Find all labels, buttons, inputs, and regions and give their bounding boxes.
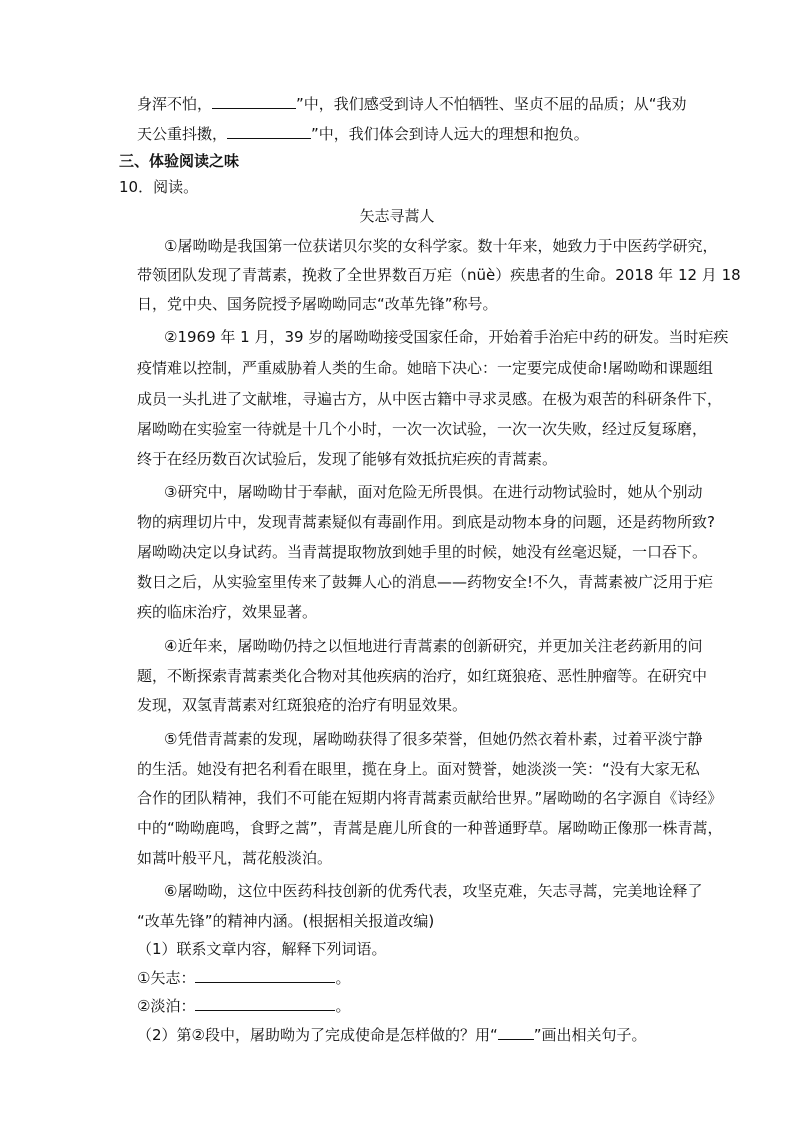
p3-line-4: 数日之后，从实验室里传来了鼓舞人心的消息——药物安全!不久，青蒿素被广泛用于疟 <box>137 573 714 591</box>
p3-line-2: 物的病理切片中，发现青蒿素疑似有毒副作用。到底是动物本身的问题，还是药物所致? <box>137 513 715 531</box>
fill-line-1-suffix: ”中，我们感受到诗人不怕牺牲、坚贞不屈的品质；从“我劝 <box>296 95 687 113</box>
p3-line-1: ③研究中，屠呦呦甘于奉献，面对危险无所畏惧。在进行动物试验时，她从个别动 <box>164 483 703 501</box>
p5-line-3: 合作的团队精神，我们不可能在短期内将青蒿素贡献给世界。”屠呦呦的名字源自《诗经》 <box>137 789 723 807</box>
p2-line-5: 终于在经历数百次试验后，发现了能够有效抵抗疟疾的青蒿素。 <box>137 450 558 468</box>
subquestion-2-text-a: （2）第②段中，屠助呦为了完成使命是怎样做的？用“ <box>137 1026 498 1044</box>
answer-blank-shizhi[interactable] <box>195 968 335 983</box>
answer-blank-1[interactable] <box>212 94 296 109</box>
subquestion-1-prompt: （1）联系文章内容，解释下列词语。 <box>137 940 387 958</box>
p1-line-2: 带领团队发现了青蒿素，挽救了全世界数百万疟（nüè）疾患者的生命。2018 年 12 月 18 <box>137 266 741 284</box>
question-number: 10．阅读。 <box>119 178 199 196</box>
p2-line-1: ②1969 年 1 月，39 岁的屠呦呦接受国家任命，开始着手治疟中药的研发。当时疟疾 <box>164 328 729 346</box>
p4-line-3: 发现，双氢青蒿素对红斑狼疮的治疗有明显效果。 <box>137 696 468 714</box>
section-heading: 三、体验阅读之味 <box>119 152 240 170</box>
fill-line-2-suffix: ”中，我们体会到诗人远大的理想和抱负。 <box>311 125 589 143</box>
p5-line-1: ⑤凭借青蒿素的发现，屠呦呦获得了很多荣誉，但她仍然衣着朴素，过着平淡宁静 <box>164 730 703 748</box>
p4-line-1: ④近年来，屠呦呦仍持之以恒地进行青蒿素的创新研究，并更加关注老药新用的问 <box>164 637 703 655</box>
p3-line-3: 屠呦呦决定以身试药。当青蒿提取物放到她手里的时候，她没有丝毫迟疑，一口吞下。 <box>137 543 708 561</box>
subquestion-2-text-b: ”画出相关句子。 <box>533 1026 647 1044</box>
article-title: 矢志寻蒿人 <box>359 207 435 225</box>
p5-line-5: 如蒿叶般平凡，蒿花般淡泊。 <box>137 849 333 867</box>
p1-line-3: 日，党中央、国务院授予屠呦呦同志“改革先锋”称号。 <box>137 295 498 313</box>
p3-line-5: 疾的临床治疗，效果显著。 <box>137 603 318 621</box>
underline-sample <box>498 1025 534 1040</box>
p4-line-2: 题，不断探索青蒿素类化合物对其他疾病的治疗，如红斑狼疮、恶性肿瘤等。在研究中 <box>137 667 708 685</box>
answer-blank-2[interactable] <box>227 124 311 139</box>
fill-line-1 <box>137 94 687 114</box>
answer-blank-danbo[interactable] <box>195 996 335 1011</box>
p6-line-1: ⑥屠呦呦，这位中医药科技创新的优秀代表，攻坚克难，矢志寻蒿，完美地诠释了 <box>164 882 703 900</box>
p2-line-4: 屠呦呦在实验室一待就是十几个小时，一次一次试验，一次一次失败，经过反复琢磨， <box>137 420 708 438</box>
item-1-end: 。 <box>335 969 351 987</box>
subquestion-1-item-1 <box>137 968 350 988</box>
p6-line-2: “改革先锋”的精神内涵。(根据相关报道改编) <box>137 912 435 930</box>
subquestion-2 <box>137 1025 647 1045</box>
p5-line-2: 的生活。她没有把名利看在眼里，揽在身上。面对赞誉，她淡淡一笑：“没有大家无私 <box>137 760 700 778</box>
p1-line-1: ①屠呦呦是我国第一位获诺贝尔奖的女科学家。数十年来，她致力于中医药学研究， <box>164 237 718 255</box>
item-2-end: 。 <box>335 997 351 1015</box>
p2-line-2: 疫情难以控制，严重威胁着人类的生命。她暗下决心：一定要完成使命!屠呦呦和课题组 <box>137 359 714 377</box>
p2-line-3: 成员一头扎进了文献堆，寻遍古方，从中医古籍中寻求灵感。在极为艰苦的科研条件下， <box>137 390 723 408</box>
p5-line-4: 中的“呦呦鹿鸣，食野之蒿”，青蒿是鹿儿所食的一种普通野草。屠呦呦正像那一株青蒿， <box>137 819 723 837</box>
item-1-label: ①矢志： <box>137 969 196 987</box>
subquestion-1-item-2 <box>137 996 350 1016</box>
item-2-label: ②淡泊： <box>137 997 196 1015</box>
fill-line-1-prefix: 身浑不怕， <box>137 95 213 113</box>
fill-line-2 <box>137 124 589 144</box>
fill-line-2-prefix: 天公重抖擞， <box>137 125 228 143</box>
